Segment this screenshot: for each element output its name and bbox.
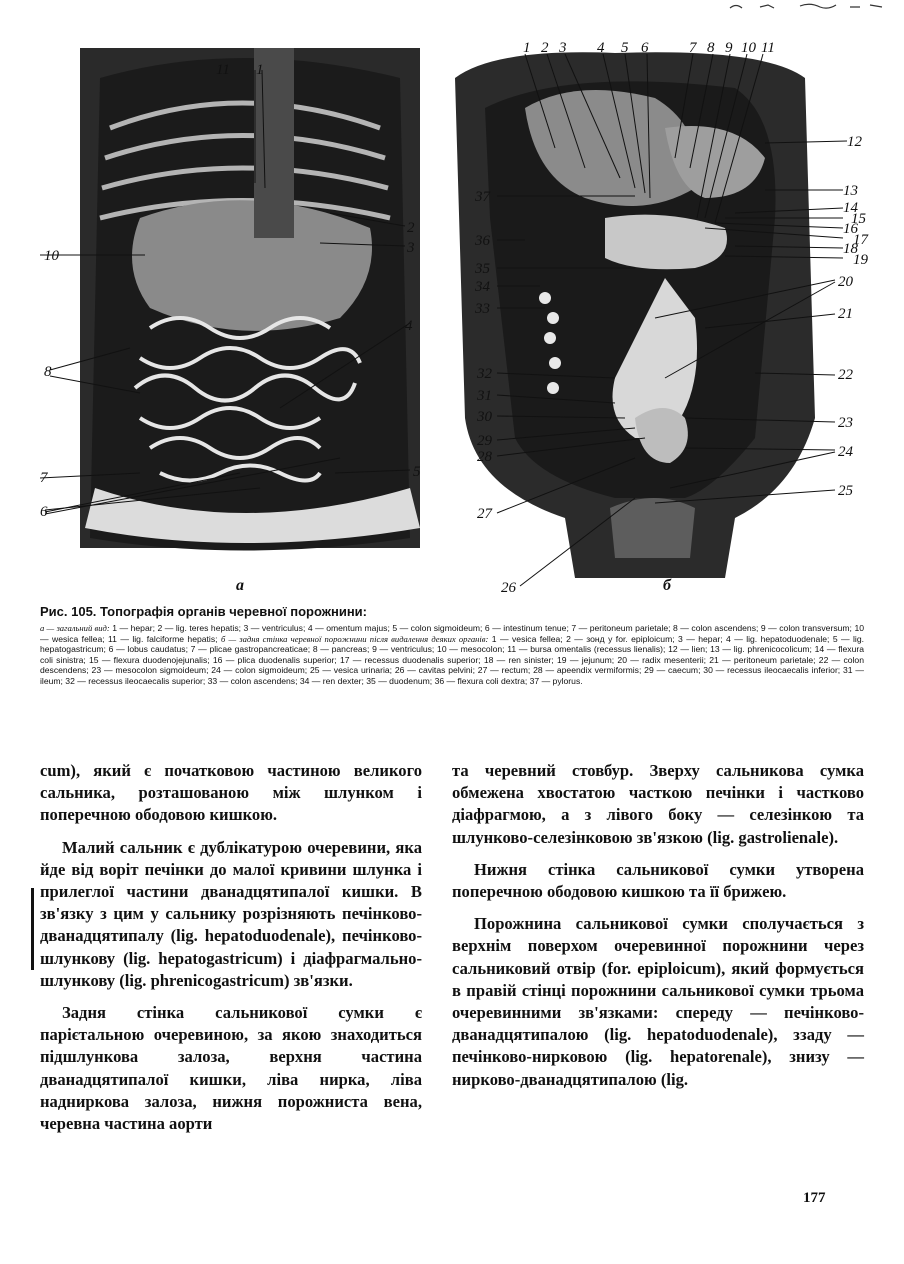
caption-title: Рис. 105. Топографія органів черевної порожнини:: [40, 604, 367, 619]
label-b-3: 3: [559, 40, 567, 56]
label-b-35: 35: [475, 261, 490, 277]
label-b-8: 8: [707, 40, 715, 56]
label-b-10: 10: [741, 40, 756, 56]
caption-part-a-text: 1 — hepar; 2 — lig. teres hepatis; 3 — ventriculus; 4 — omentum majus; 5 — colon sigmoideum; 6 — intestinum tenue; 7 — peritoneum parietale; 8 — colon ascendens; 9 — colon transversum; 10 — wesica fellea; 11 — lig. falciforme hepatis;: [40, 623, 864, 644]
label-b-26: 26: [501, 580, 516, 596]
label-a-5: 5: [413, 464, 421, 480]
label-a-7: 7: [40, 470, 48, 486]
label-a-6: 6: [40, 504, 48, 520]
label-a-3: 3: [407, 240, 415, 256]
left-text-column: [40, 760, 422, 1145]
right-paragraph-3: Порожнина сальникової сумки сполучається з верхнім поверхом очеревинної порожнини через сальниковий отвір (for. epiploicum), який формується в правій стінці порожнини сальникової сумки трьома очеревинними зв'язками: спереду — печінково-дванадцятипалою (lig. hepatoduodenale), ззаду — печінково-нирковою (lig. hepatorenale), знизу — нирково-дванадцятипалою (lig.: [452, 914, 864, 1089]
label-b-1: 1: [523, 40, 531, 56]
handwritten-mark: [720, 0, 890, 14]
right-paragraph-1: та черевний стовбур. Зверху сальникова сумка обмежена хвостатою часткою печінки і частково діафрагмою, а з лівого боку — селезінкою та шлунково-селезінковою зв'язкою (lig. gastrolienale).: [452, 761, 864, 847]
left-paragraph-3: Задня стінка сальникової сумки є парієтальною очеревиною, за якою знаходиться підшлункова залоза, верхня частина дванадцятипалої кишки, ліва нирка, ліва надниркова залоза, нижня порожниста вена, черевна частина аорти: [40, 1003, 422, 1134]
label-b-4: 4: [597, 40, 605, 56]
caption-part-b-heading: б — задня стінка черевної порожнини після видалення деяких органів:: [220, 633, 489, 644]
label-b-31: 31: [477, 388, 492, 404]
label-b-21: 21: [838, 306, 853, 322]
label-b-30: 30: [477, 409, 492, 425]
figure-panel-a: [40, 18, 440, 598]
label-b-20: 20: [838, 274, 853, 290]
label-b-17: 17: [853, 232, 868, 248]
page-number: 177: [803, 1190, 826, 1206]
label-b-5: 5: [621, 40, 629, 56]
right-text-column: [452, 760, 864, 1101]
label-b-23: 23: [838, 415, 853, 431]
caption-part-a-heading: а — загальний вид:: [40, 623, 110, 633]
label-b-32: 32: [477, 366, 492, 382]
margin-mark: [31, 888, 34, 970]
figure-panel-b: [435, 18, 870, 598]
label-b-19: 19: [853, 252, 868, 268]
label-a-2: 2: [407, 220, 415, 236]
caption-legend: [40, 623, 864, 687]
figure-caption: [40, 604, 864, 687]
label-b-33: 33: [475, 301, 490, 317]
label-b-24: 24: [838, 444, 853, 460]
right-paragraph-2: Нижня стінка сальникової сумки утворена поперечною ободовою кишкою та її брижею.: [452, 859, 864, 902]
label-b-7: 7: [689, 40, 697, 56]
label-b-12: 12: [847, 134, 862, 150]
label-b-28: 28: [477, 449, 492, 465]
label-b-11: 11: [761, 40, 775, 56]
label-a-4: 4: [405, 318, 413, 334]
label-b-27: 27: [477, 506, 492, 522]
anatomy-figure: [40, 18, 870, 600]
label-b-6: 6: [641, 40, 649, 56]
label-b-9: 9: [725, 40, 733, 56]
label-b-34: 34: [475, 279, 490, 295]
left-paragraph-1: cum), який є початковою частиною великого сальника, розташованою між шлунком і поперечною ободовою кишкою.: [40, 761, 422, 825]
label-a-11: 11: [216, 62, 230, 78]
label-b-2: 2: [541, 40, 549, 56]
left-paragraph-2: Малий сальник є дублікатурою очеревини, яка йде від воріт печінки до малої кривини шлунка і прилеглої частини дванадцятипалої кишки. В зв'язку з цим у сальнику розрізняють печінково-дванадцятипалу (lig. hepatoduodenale), печінково-шлункову (lig. hepatogastricum) і діафрагмально-шлункову (lig. phrenicogastricum) зв'язки.: [40, 837, 422, 990]
label-b-14: 14: [843, 200, 858, 216]
label-a-8: 8: [44, 364, 52, 380]
label-a-10: 10: [44, 248, 59, 264]
panel-a-sublabel: а: [236, 577, 244, 594]
label-b-29: 29: [477, 433, 492, 449]
label-b-36: 36: [475, 233, 490, 249]
panel-b-sublabel: б: [663, 577, 671, 594]
label-b-22: 22: [838, 367, 853, 383]
caption-part-b-text: 1 — vesica fellea; 2 — зонд у for. epiploicum; 3 — hepar; 4 — lig. hepatoduodenale; 5 — lig. hepatogastricum; 6 — lobus caudatus; 7 — plicae gastropancreaticae; 8 — pancreas; 9 — ventriculus; 10 — mesocolon; 11 — bursa omentalis (recessus lienalis); 12 — lien; 13 — lig. phrenicocolicum; 14 — flexura coli sinistra; 15 — flexura duodenojejunalis; 16 — plica duodenalis superior; 17 — recessus duodenalis superior; 18 — ren sinister; 19 — jejunum; 20 — radix mesenterii; 21 — peritoneum parietale; 22 — colon descendens; 23 — mesocolon sigmoideum; 24 — colon sigmoideum; 25 — vesica urinaria; 26 — cavitas pelvini; 27 — rectum; 28 — apeendix vermiformis; 29 — caecum; 30 — recessus ileocaecalis inferior; 31 — ileum; 32 — recessus ileocaecalis superior; 33 — colon ascendens; 34 — ren dexter; 35 — duodenum; 36 — flexura coli dextra; 37 — pylorus.: [40, 633, 865, 686]
label-b-16: 16: [843, 221, 858, 237]
label-a-1: 1: [256, 62, 264, 78]
label-b-25: 25: [838, 483, 853, 499]
label-b-18: 18: [843, 241, 858, 257]
label-b-15: 15: [851, 211, 866, 227]
label-b-13: 13: [843, 183, 858, 199]
label-b-37: 37: [475, 189, 490, 205]
